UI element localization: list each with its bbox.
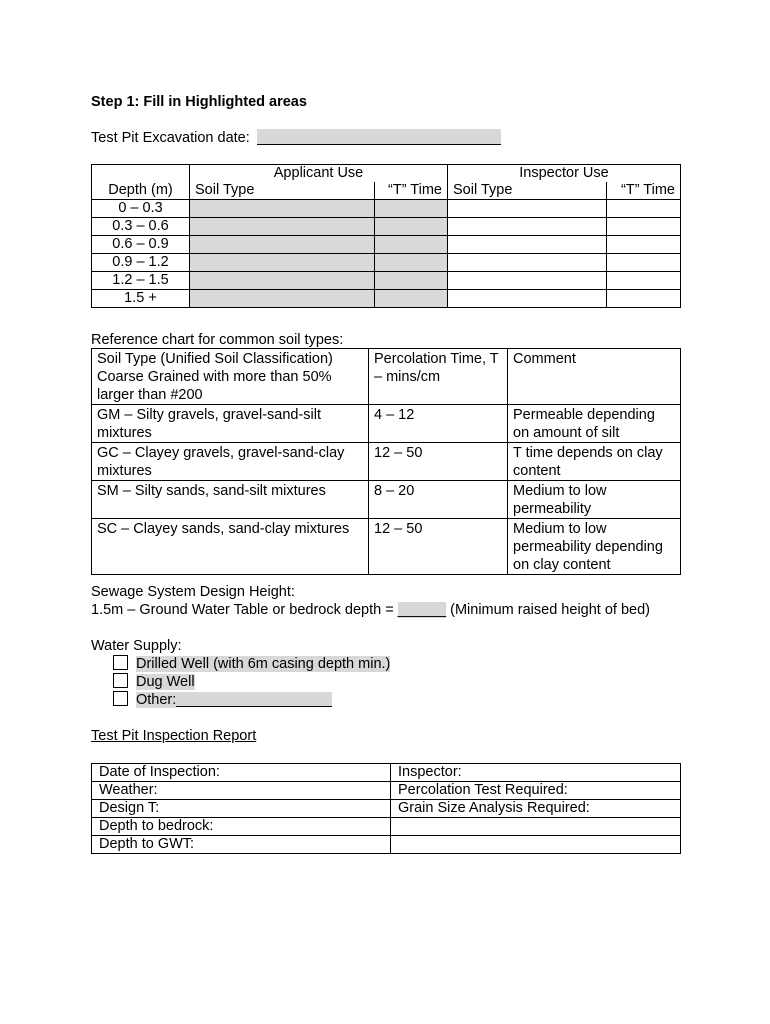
- inspector-soil-type-cell[interactable]: [448, 236, 607, 254]
- inspector-t-time-cell[interactable]: [607, 236, 681, 254]
- drilled-well-label: Drilled Well (with 6m casing depth min.): [136, 656, 391, 672]
- sewage-line-prefix: 1.5m – Ground Water Table or bedrock depth =: [91, 602, 394, 618]
- excavation-date-label: Test Pit Excavation date:: [91, 130, 250, 146]
- excavation-date-row: [91, 129, 501, 146]
- reference-table: [91, 348, 681, 575]
- ref-comment-cell: Medium to low permeability: [508, 481, 681, 519]
- other-option[interactable]: [113, 691, 332, 709]
- inspector-t-time-cell[interactable]: [607, 218, 681, 236]
- applicant-t-time-cell[interactable]: [375, 218, 448, 236]
- table-row: [92, 800, 681, 818]
- depth-cell: 0.3 – 0.6: [92, 218, 190, 236]
- inspection-report-title: Test Pit Inspection Report: [91, 728, 257, 744]
- table-row: [92, 481, 681, 519]
- inspector-t-time-cell[interactable]: [607, 200, 681, 218]
- depth-header: Depth (m): [92, 182, 190, 200]
- table-row: [92, 818, 681, 836]
- ref-soil-cell: SM – Silty sands, sand-silt mixtures: [92, 481, 369, 519]
- empty-cell[interactable]: [391, 836, 681, 854]
- table-row: [92, 519, 681, 575]
- table-row: [92, 254, 681, 272]
- ref-soil-cell: GC – Clayey gravels, gravel-sand-clay mixtures: [92, 443, 369, 481]
- ref-time-cell: 4 – 12: [369, 405, 508, 443]
- ref-time-cell: 8 – 20: [369, 481, 508, 519]
- applicant-soil-type-cell[interactable]: [190, 200, 375, 218]
- applicant-t-time-cell[interactable]: [375, 200, 448, 218]
- ref-soil-cell: GM – Silty gravels, gravel-sand-silt mixtures: [92, 405, 369, 443]
- applicant-soil-type-cell[interactable]: [190, 236, 375, 254]
- depth-cell: 0 – 0.3: [92, 200, 190, 218]
- grain-size-cell[interactable]: Grain Size Analysis Required:: [391, 800, 681, 818]
- table-row: [92, 272, 681, 290]
- date-of-inspection-cell[interactable]: Date of Inspection:: [92, 764, 391, 782]
- table-row: [92, 218, 681, 236]
- ref-soil-type-header: Soil Type (Unified Soil Classification) Coarse Grained with more than 50% larger than #200: [92, 349, 369, 405]
- applicant-soil-type-header: Soil Type: [190, 182, 375, 200]
- table-row: [92, 290, 681, 308]
- applicant-soil-type-cell[interactable]: [190, 254, 375, 272]
- inspector-soil-type-header: Soil Type: [448, 182, 607, 200]
- depth-cell: 1.5 +: [92, 290, 190, 308]
- applicant-t-time-cell[interactable]: [375, 254, 448, 272]
- inspection-table: [91, 763, 681, 854]
- depth-to-gwt-cell[interactable]: Depth to GWT:: [92, 836, 391, 854]
- depth-to-bedrock-cell[interactable]: Depth to bedrock:: [92, 818, 391, 836]
- inspector-t-time-cell[interactable]: [607, 290, 681, 308]
- depth-cell: 0.6 – 0.9: [92, 236, 190, 254]
- inspector-use-header: Inspector Use: [448, 165, 681, 183]
- ref-comment-cell: Medium to low permeability depending on clay content: [508, 519, 681, 575]
- drilled-well-option[interactable]: [113, 655, 390, 673]
- ref-soil-cell: SC – Clayey sands, sand-clay mixtures: [92, 519, 369, 575]
- step-title: Step 1: Fill in Highlighted areas: [91, 94, 307, 110]
- bed-height-field[interactable]: ______: [397, 602, 447, 618]
- inspector-soil-type-cell[interactable]: [448, 200, 607, 218]
- inspector-soil-type-cell[interactable]: [448, 290, 607, 308]
- applicant-t-time-cell[interactable]: [375, 236, 448, 254]
- inspector-t-time-cell[interactable]: [607, 254, 681, 272]
- applicant-use-header: Applicant Use: [190, 165, 448, 183]
- reference-caption: Reference chart for common soil types:: [91, 332, 344, 348]
- inspector-cell[interactable]: Inspector:: [391, 764, 681, 782]
- inspector-t-time-cell[interactable]: [607, 272, 681, 290]
- table-row: [92, 200, 681, 218]
- depth-cell: 1.2 – 1.5: [92, 272, 190, 290]
- inspector-soil-type-cell[interactable]: [448, 272, 607, 290]
- dug-well-checkbox[interactable]: [113, 673, 128, 688]
- sewage-title: Sewage System Design Height:: [91, 584, 295, 600]
- dug-well-option[interactable]: [113, 673, 195, 691]
- sewage-line-suffix: (Minimum raised height of bed): [450, 602, 650, 618]
- ref-time-cell: 12 – 50: [369, 519, 508, 575]
- table-row: [92, 443, 681, 481]
- empty-cell[interactable]: [391, 818, 681, 836]
- applicant-soil-type-cell[interactable]: [190, 290, 375, 308]
- sewage-line: [91, 602, 650, 618]
- ref-comment-header: Comment: [508, 349, 681, 405]
- inspector-t-time-header: “T” Time: [607, 182, 681, 200]
- dug-well-label: Dug Well: [136, 674, 195, 690]
- applicant-t-time-cell[interactable]: [375, 272, 448, 290]
- table-row: [92, 782, 681, 800]
- table-row: [92, 236, 681, 254]
- applicant-soil-type-cell[interactable]: [190, 218, 375, 236]
- percolation-test-cell[interactable]: Percolation Test Required:: [391, 782, 681, 800]
- depth-header-top: [92, 165, 190, 183]
- ref-comment-cell: Permeable depending on amount of silt: [508, 405, 681, 443]
- depth-cell: 0.9 – 1.2: [92, 254, 190, 272]
- drilled-well-checkbox[interactable]: [113, 655, 128, 670]
- table-row: [92, 764, 681, 782]
- applicant-t-time-header: “T” Time: [375, 182, 448, 200]
- water-supply-title: Water Supply:: [91, 638, 182, 654]
- weather-cell[interactable]: Weather:: [92, 782, 391, 800]
- ref-time-cell: 12 – 50: [369, 443, 508, 481]
- inspector-soil-type-cell[interactable]: [448, 254, 607, 272]
- excavation-date-field[interactable]: [257, 129, 501, 145]
- ref-comment-cell: T time depends on clay content: [508, 443, 681, 481]
- applicant-t-time-cell[interactable]: [375, 290, 448, 308]
- inspector-soil-type-cell[interactable]: [448, 218, 607, 236]
- other-label: Other:: [136, 692, 177, 708]
- design-t-cell[interactable]: Design T:: [92, 800, 391, 818]
- other-checkbox[interactable]: [113, 691, 128, 706]
- table-row: [92, 405, 681, 443]
- applicant-soil-type-cell[interactable]: [190, 272, 375, 290]
- other-input[interactable]: [176, 692, 332, 707]
- test-pit-table: [91, 164, 681, 308]
- ref-percolation-header: Percolation Time, T – mins/cm: [369, 349, 508, 405]
- table-row: [92, 836, 681, 854]
